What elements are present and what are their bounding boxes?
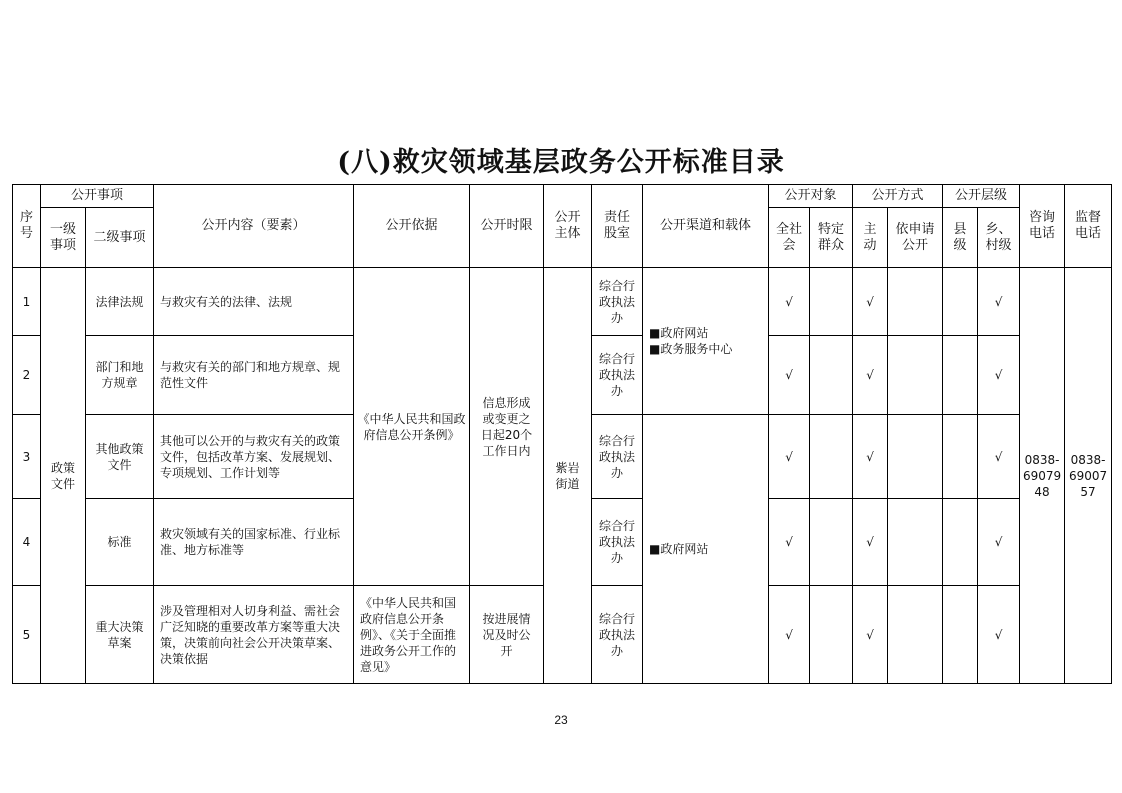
row-level-township: √: [978, 268, 1020, 336]
row-method-active: √: [853, 268, 888, 336]
header-matters: 公开事项: [41, 185, 154, 208]
header-content: 公开内容（要素）: [154, 185, 354, 268]
header-method-active: 主 动: [853, 208, 888, 268]
row-dept: 综合行 政执法 办: [592, 336, 643, 415]
row-basis: 《中华人民共和国政府信息公开条例》、《关于全面推进政务公开工作的意见》: [354, 586, 470, 684]
channel-cell-a: ■政府网站 ■政务服务中心: [643, 268, 769, 415]
row-seq: 5: [13, 586, 41, 684]
row-content: 与救灾有关的法律、法规: [154, 268, 354, 336]
subject-cell: 紫岩 街道: [544, 268, 592, 684]
header-level: 公开层级: [943, 185, 1020, 208]
catalog-table: [12, 184, 1112, 684]
time-limit-cell: 信息形成 或变更之 日起20个 工作日内: [470, 268, 544, 586]
header-channel: 公开渠道和载体: [643, 185, 769, 268]
header-target-specific: 特定 群众: [810, 208, 853, 268]
row-target-specific: [810, 268, 853, 336]
row-method-request: [888, 268, 943, 336]
row-level-township: √: [978, 499, 1020, 586]
header-time-limit: 公开时限: [470, 185, 544, 268]
row-content: 救灾领域有关的国家标准、行业标准、地方标准等: [154, 499, 354, 586]
header-level2: 二级事项: [86, 208, 154, 268]
header-dept: 责任 股室: [592, 185, 643, 268]
row-level-county: [943, 415, 978, 499]
header-subject: 公开 主体: [544, 185, 592, 268]
row-target-specific: [810, 499, 853, 586]
row-target-all: √: [769, 268, 810, 336]
row-method-request: [888, 499, 943, 586]
supervise-phone-cell: 0838- 69007 57: [1065, 268, 1112, 684]
row-target-specific: [810, 415, 853, 499]
row-time-limit: 按进展情 况及时公 开: [470, 586, 544, 684]
row-dept: 综合行 政执法 办: [592, 415, 643, 499]
page-title: (八)救灾领域基层政务公开标准目录: [337, 147, 785, 178]
row-level-county: [943, 268, 978, 336]
row-level-county: [943, 499, 978, 586]
row-dept: 综合行 政执法 办: [592, 499, 643, 586]
header-target-all: 全社 会: [769, 208, 810, 268]
header-method-request: 依申请 公开: [888, 208, 943, 268]
row-level2: 标准: [86, 499, 154, 586]
channel-cell-b: ■政府网站: [643, 415, 769, 684]
header-basis: 公开依据: [354, 185, 470, 268]
header-level1: 一级 事项: [41, 208, 86, 268]
table-row: [13, 268, 1112, 336]
row-level-county: [943, 586, 978, 684]
row-seq: 1: [13, 268, 41, 336]
page-number: 23: [554, 713, 568, 727]
row-target-all: √: [769, 336, 810, 415]
row-method-active: √: [853, 586, 888, 684]
row-level-county: [943, 336, 978, 415]
row-target-specific: [810, 586, 853, 684]
row-level2: 其他政策 文件: [86, 415, 154, 499]
header-consult-phone: 咨询 电话: [1020, 185, 1065, 268]
row-method-active: √: [853, 415, 888, 499]
row-dept: 综合行 政执法 办: [592, 268, 643, 336]
row-level2: 部门和地 方规章: [86, 336, 154, 415]
header-supervise-phone: 监督 电话: [1065, 185, 1112, 268]
row-method-active: √: [853, 499, 888, 586]
header-level-township: 乡、 村级: [978, 208, 1020, 268]
row-method-request: [888, 336, 943, 415]
consult-phone-cell: 0838- 69079 48: [1020, 268, 1065, 684]
header-method: 公开方式: [853, 185, 943, 208]
header-target: 公开对象: [769, 185, 853, 208]
row-method-request: [888, 415, 943, 499]
row-method-active: √: [853, 336, 888, 415]
header-seq: 序 号: [13, 185, 41, 268]
row-level-township: √: [978, 586, 1020, 684]
row-content: 其他可以公开的与救灾有关的政策文件，包括改革方案、发展规划、专项规划、工作计划等: [154, 415, 354, 499]
row-target-specific: [810, 336, 853, 415]
header-row-1: [13, 185, 1112, 208]
row-method-request: [888, 586, 943, 684]
row-content: 涉及管理相对人切身利益、需社会广泛知晓的重要改革方案等重大决策，决策前向社会公开决策草案、决策依据: [154, 586, 354, 684]
row-content: 与救灾有关的部门和地方规章、规范性文件: [154, 336, 354, 415]
row-level2: 重大决策 草案: [86, 586, 154, 684]
header-level-county: 县 级: [943, 208, 978, 268]
row-seq: 3: [13, 415, 41, 499]
row-seq: 4: [13, 499, 41, 586]
level1-cell: 政策 文件: [41, 268, 86, 684]
row-level-township: √: [978, 415, 1020, 499]
basis-cell: 《中华人民共和国政府信息公开条例》: [354, 268, 470, 586]
row-target-all: √: [769, 415, 810, 499]
row-level-township: √: [978, 336, 1020, 415]
row-seq: 2: [13, 336, 41, 415]
row-target-all: √: [769, 499, 810, 586]
row-level2: 法律法规: [86, 268, 154, 336]
row-dept: 综合行 政执法 办: [592, 586, 643, 684]
row-target-all: √: [769, 586, 810, 684]
